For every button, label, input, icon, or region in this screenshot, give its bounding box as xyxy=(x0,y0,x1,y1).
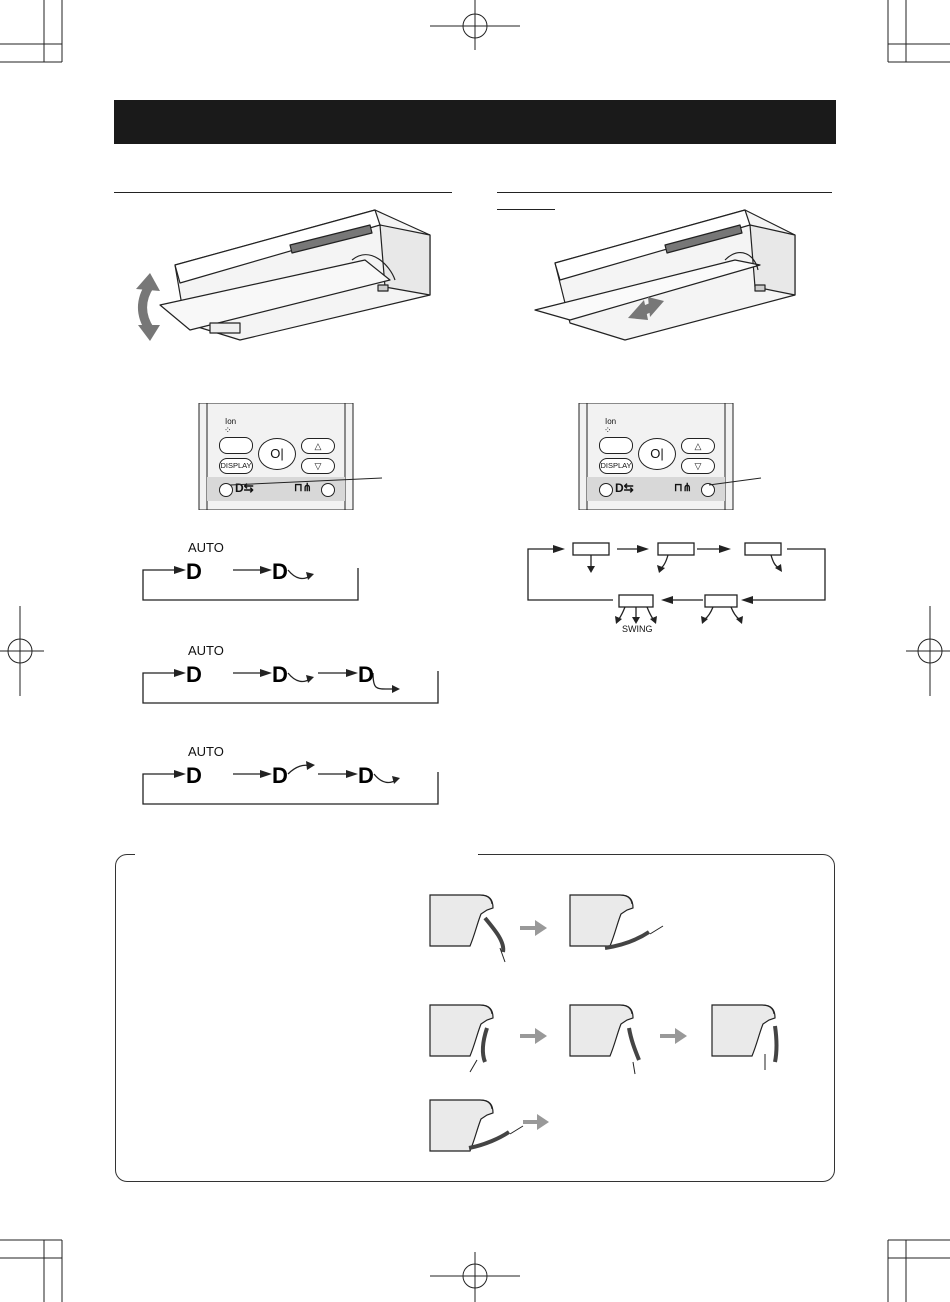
flap-icon: D xyxy=(358,662,374,687)
flap-sequence-1 xyxy=(140,540,370,604)
flap-icon: D xyxy=(186,662,202,687)
ion-button[interactable] xyxy=(219,437,253,454)
left-remote-callout-line xyxy=(228,476,384,488)
temp-up-button[interactable] xyxy=(681,438,715,454)
vertical-flap-icon: D⇆ xyxy=(615,481,634,495)
right-section-rule xyxy=(497,192,832,193)
power-icon: O| xyxy=(270,446,284,461)
right-remote-callout-line xyxy=(707,476,763,488)
flap-icon: D xyxy=(272,763,288,788)
power-button[interactable] xyxy=(638,438,676,470)
power-button[interactable] xyxy=(258,438,296,470)
flap-sequence-2 xyxy=(140,643,445,707)
remote-right xyxy=(577,403,735,510)
display-button-label: DISPLAY xyxy=(220,461,252,470)
auto-label: AUTO xyxy=(188,744,224,759)
flap-icon: D xyxy=(272,662,288,687)
vertical-flap-button[interactable] xyxy=(599,483,613,497)
horizontal-louver-icon: ⊓⋔ xyxy=(674,482,692,494)
temp-down-button[interactable] xyxy=(681,458,715,474)
ion-label: Ion xyxy=(225,417,237,426)
ion-label: Ion xyxy=(605,417,617,426)
ion-button[interactable] xyxy=(599,437,633,454)
left-section-rule xyxy=(114,192,452,193)
vertical-swing-arrow-icon xyxy=(136,273,160,341)
louver-sequence xyxy=(525,538,830,638)
display-button[interactable] xyxy=(599,458,633,474)
display-button-label: DISPLAY xyxy=(600,461,632,470)
auto-label: AUTO xyxy=(188,643,224,658)
remote-left xyxy=(197,403,355,510)
ac-unit-vertical-flap-illustration xyxy=(130,205,440,350)
flap-icon: D xyxy=(186,559,202,584)
flap-sequence-1-diagram xyxy=(140,540,370,604)
flap-sequence-3-diagram xyxy=(140,744,445,808)
louver-sequence-diagram xyxy=(525,538,830,638)
flap-icon: D xyxy=(358,763,374,788)
vertical-flap-icon: D⇆ xyxy=(235,481,254,495)
auto-label: AUTO xyxy=(188,540,224,555)
temp-up-button[interactable] xyxy=(301,438,335,454)
flap-sequence-2-diagram xyxy=(140,643,445,707)
flap-icon: D xyxy=(186,763,202,788)
triangle-up-icon: △ xyxy=(694,441,702,451)
display-button[interactable] xyxy=(219,458,253,474)
power-icon: O| xyxy=(650,446,664,461)
triangle-down-icon: ▽ xyxy=(694,461,702,471)
section-header-bar xyxy=(114,100,836,144)
ac-unit-horizontal-louver-illustration xyxy=(530,205,805,350)
triangle-down-icon: ▽ xyxy=(314,461,322,471)
temp-down-button[interactable] xyxy=(301,458,335,474)
triangle-up-icon: △ xyxy=(314,441,322,451)
flap-icon: D xyxy=(272,559,288,584)
ion-icon: ⁘ xyxy=(604,425,612,435)
note-box-title-rule xyxy=(135,854,478,857)
swing-label: SWING xyxy=(622,624,653,634)
flap-position-illustrations xyxy=(425,890,795,1160)
horizontal-louver-icon: ⊓⋔ xyxy=(294,482,312,494)
ion-icon: ⁘ xyxy=(224,425,232,435)
note-box-title-rule xyxy=(478,854,479,855)
flap-sequence-3 xyxy=(140,744,445,808)
